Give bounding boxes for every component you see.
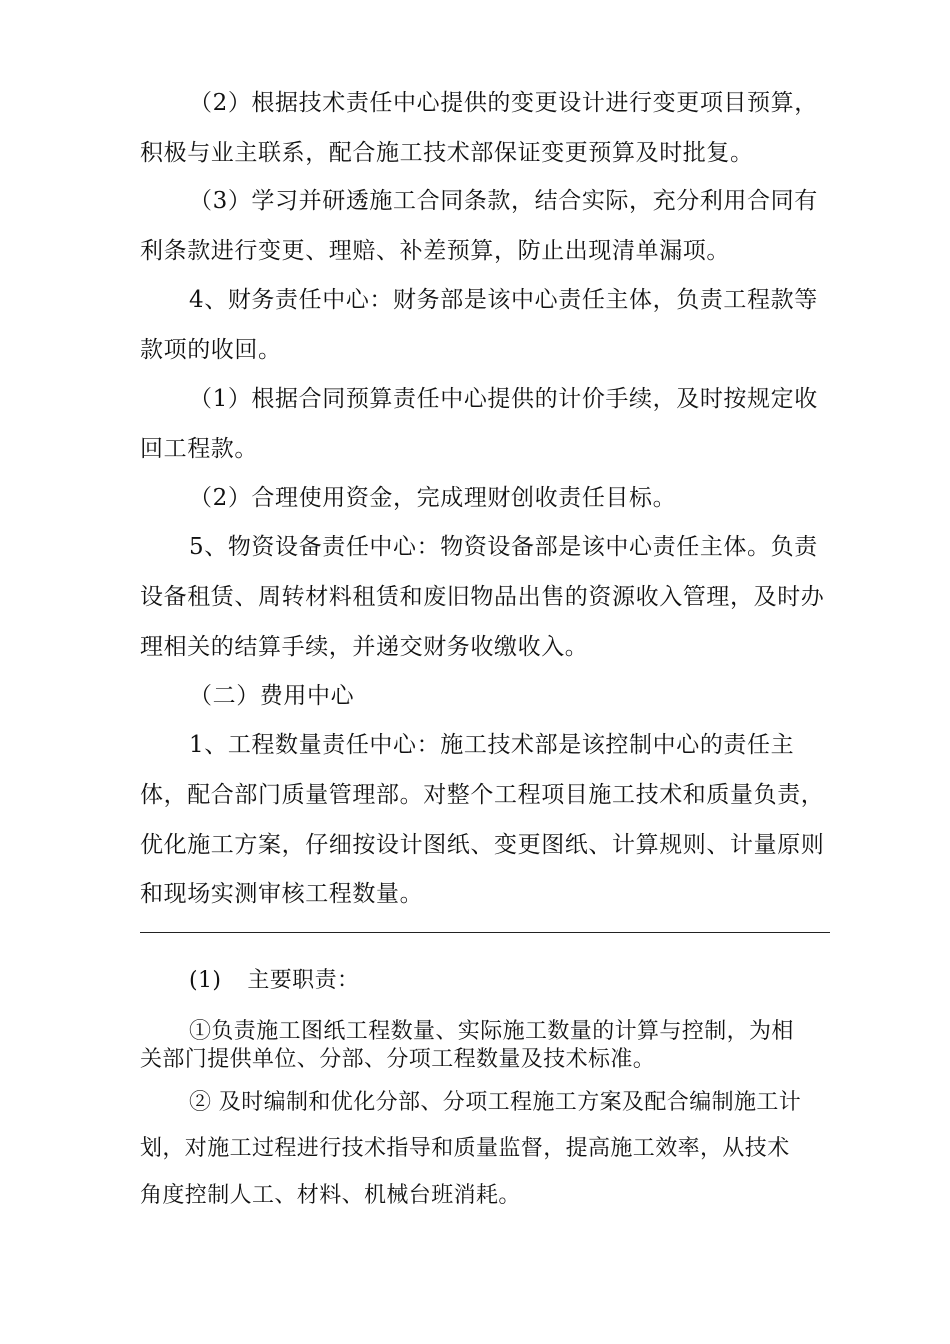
horizontal-divider (140, 932, 830, 933)
paragraph-line: 1、工程数量责任中心：施工技术部是该控制中心的责任主 (189, 732, 795, 758)
duties-heading-number: (1) (189, 968, 222, 993)
paragraph-line: 理相关的结算手续，并递交财务收缴收入。 (140, 634, 589, 660)
paragraph-line: 4、财务责任中心：财务部是该中心责任主体，负责工程款等 (189, 287, 818, 313)
paragraph-line: 利条款进行变更、理赔、补差预算，防止出现清单漏项。 (140, 238, 730, 264)
paragraph-line: （3）学习并研透施工合同条款，结合实际，充分利用合同有 (189, 188, 818, 214)
paragraph-line: 回工程款。 (140, 436, 258, 462)
paragraph-line: 款项的收回。 (140, 337, 282, 363)
paragraph-line: 体，配合部门质量管理部。对整个工程项目施工技术和质量负责， (140, 782, 825, 808)
duties-heading-text: 主要职责： (247, 968, 360, 993)
duty-line: 划，对施工过程进行技术指导和质量监督，提高施工效率，从技术 (140, 1136, 790, 1161)
paragraph-line: （2）合理使用资金，完成理财创收责任目标。 (189, 485, 677, 511)
duty-line: ② 及时编制和优化分部、分项工程施工方案及配合编制施工计 (189, 1090, 802, 1115)
duty-line: ①负责施工图纸工程数量、实际施工数量的计算与控制，为相 (189, 1019, 794, 1044)
section-heading: （二）费用中心 (189, 683, 355, 709)
paragraph-line: （2）根据技术责任中心提供的变更设计进行变更项目预算， (189, 90, 818, 116)
paragraph-line: 优化施工方案，仔细按设计图纸、变更图纸、计算规则、计量原则 (140, 832, 825, 858)
paragraph-line: （1）根据合同预算责任中心提供的计价手续，及时按规定收 (189, 386, 818, 412)
paragraph-line: 积极与业主联系，配合施工技术部保证变更预算及时批复。 (140, 140, 754, 166)
paragraph-line: 设备租赁、周转材料租赁和废旧物品出售的资源收入管理，及时办 (140, 584, 825, 610)
duty-line: 关部门提供单位、分部、分项工程数量及技术标准。 (140, 1047, 656, 1072)
paragraph-line: 5、物资设备责任中心：物资设备部是该中心责任主体。负责 (189, 534, 818, 560)
duty-line: 角度控制人工、材料、机械台班消耗。 (140, 1183, 521, 1208)
duties-heading (189, 966, 359, 996)
paragraph-line: 和现场实测审核工程数量。 (140, 881, 424, 907)
